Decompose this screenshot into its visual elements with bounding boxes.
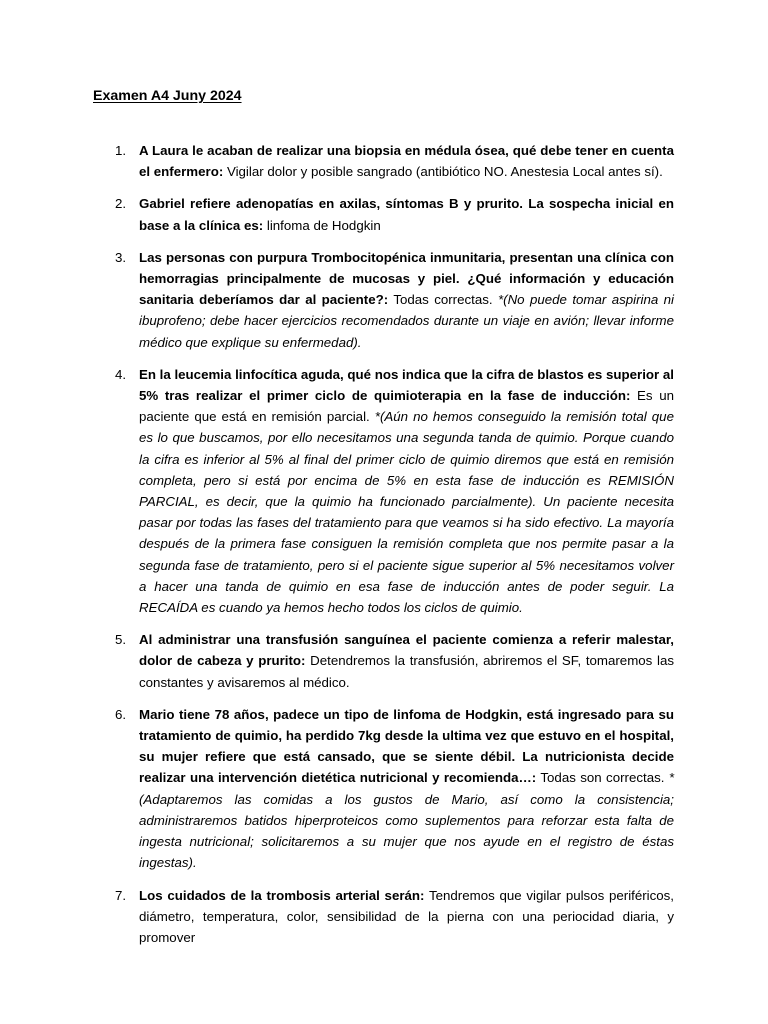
question-text: En la leucemia linfocítica aguda, qué nos indica que la cifra de blastos es superior al 5% tras realizar el primer ciclo de quimioterapia en la fase de inducción:	[139, 366, 674, 404]
question-item-3	[93, 247, 674, 353]
question-number: 7.	[115, 887, 127, 903]
question-number: 6.	[115, 706, 127, 722]
question-list	[93, 140, 674, 948]
answer-note: *(Aún no hemos conseguido la remisión total que es lo que buscamos, por ello necesitamos una segunda tanda de quimio. Porque cuando la cifra es inferior al 5% al final del primer ciclo de quimio diremos que está en remisión completa, pero si está por encima de 5% en esta fase de inducción es REMISIÓN PARCIAL, es decir, que la quimio ha funcionado parcialmente). Un paciente necesita pasar por todas las fases del tratamiento para que veamos si ha sido efectivo. La mayoría después de la primera fase consiguen la remisión completa que nos permite pasar a la segunda fase de tratamiento, pero si el paciente sigue superior al 5% necesitamos volver a hacer una tanda de quimio en esa fase de inducción antes de poder seguir. La RECAÍDA es cuando ya hemos hecho todos los ciclos de quimio.	[139, 409, 674, 616]
answer-text: Es un paciente que está en remisión parcial.	[139, 388, 674, 425]
question-item-2	[93, 193, 674, 235]
question-text: Gabriel refiere adenopatías en axilas, síntomas B y prurito. La sospecha inicial en base a la clínica es:	[139, 196, 674, 233]
question-text: Las personas con purpura Trombocitopénica inmunitaria, presentan una clínica con hemorragias principalmente de mucosas y piel. ¿Qué información y educación sanitaria deberíamos dar al paciente?:	[139, 249, 674, 308]
answer-note: *(No puede tomar aspirina ni ibuprofeno; debe hacer ejercicios recomendados durante un viaje en avión; llevar informe médico que explique su enfermedad).	[139, 292, 675, 350]
question-number: 3.	[115, 249, 127, 265]
question-item-4	[93, 364, 674, 618]
document-title: Examen A4 Juny 2024	[93, 88, 242, 104]
answer-text: Todas son correctas.	[536, 770, 669, 786]
question-item-5	[93, 629, 674, 693]
answer-text: Detendremos la transfusión, abriremos el SF, tomaremos las constantes y avisaremos al médico.	[139, 653, 674, 690]
question-text: A Laura le acaban de realizar una biopsia en médula ósea, qué debe tener en cuenta el enfermero:	[139, 143, 674, 180]
question-number: 1.	[115, 143, 127, 158]
question-number: 5.	[115, 632, 127, 648]
question-item-6	[93, 704, 674, 874]
answer-text: linfoma de Hodgkin	[263, 217, 381, 233]
answer-text: Todas correctas.	[388, 292, 498, 308]
question-text: Los cuidados de la trombosis arterial serán:	[139, 887, 425, 903]
question-number: 4.	[115, 366, 127, 382]
question-text: Al administrar una transfusión sanguínea el paciente comienza a referir malestar, dolor de cabeza y prurito:	[139, 632, 674, 669]
question-item-1	[93, 140, 674, 182]
question-text: Mario tiene 78 años, padece un tipo de linfoma de Hodgkin, está ingresado para su tratamiento de quimio, ha perdido 7kg desde la ultima vez que estuvo en el hospital, su mujer refiere que está cansado, que se siente débil. La nutricionista decide realizar una intervención dietética nutricional y recomienda…:	[139, 706, 674, 786]
question-item-7	[93, 885, 674, 949]
answer-text: Tendremos que vigilar pulsos periféricos, diámetro, temperatura, color, sensibilidad de la pierna con una periocidad diaria, y promover	[139, 887, 675, 945]
answer-note: *(Adaptaremos las comidas a los gustos de Mario, así como la consistencia; administraremos batidos hiperproteicos como suplementos para reforzar esta falta de ingesta nutricional; solicitaremos a su mujer que nos ayude en el registro de éstas ingestas).	[139, 770, 674, 871]
question-number: 2.	[115, 196, 127, 212]
answer-text: Vigilar dolor y posible sangrado (antibiótico NO. Anestesia Local antes sí).	[223, 164, 663, 180]
